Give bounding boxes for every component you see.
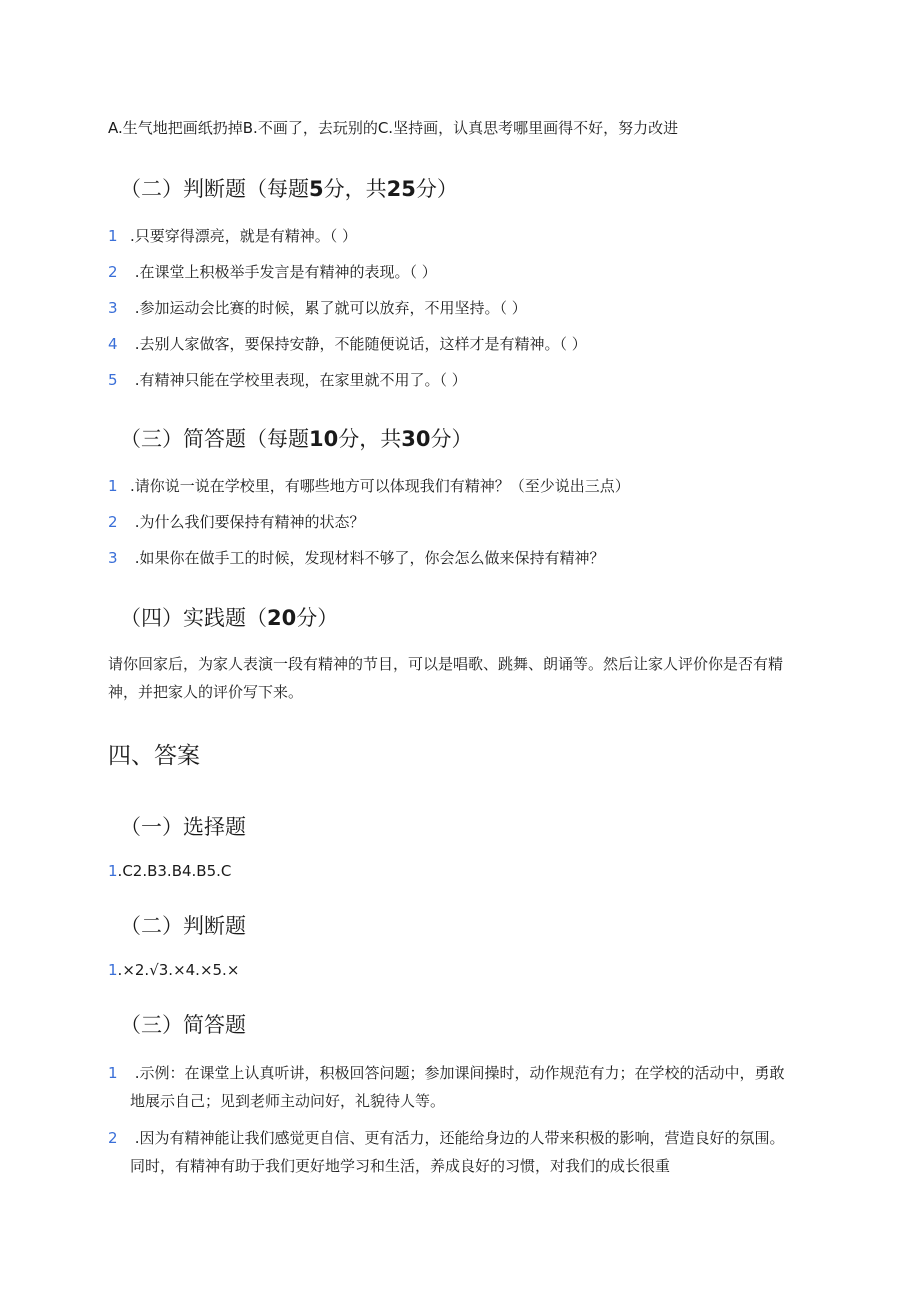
item-number: 5 [108, 371, 118, 389]
answers-choice-heading: （一）选择题 [120, 815, 246, 839]
item-number: 3 [108, 549, 118, 567]
answers-short-heading: （三）简答题 [120, 1013, 246, 1037]
item-text: .示例：在课堂上认真听讲，积极回答问题；参加课间操时，动作规范有力；在学校的活动中，勇敢 [130, 1064, 785, 1082]
item-text: .有精神只能在学校里表现，在家里就不用了。（ ） [130, 371, 467, 389]
judgment-item [108, 334, 587, 354]
item-text: .为什么我们要保持有精神的状态？ [130, 513, 365, 531]
heading-prefix: （三）简答题（每题 [120, 427, 309, 451]
heading-prefix: （四）实践题（ [120, 606, 267, 630]
item-number: 1 [108, 961, 118, 979]
answers-judgment-heading: （二）判断题 [120, 914, 246, 938]
answers-title: 四、答案 [108, 743, 200, 769]
heading-prefix: （二）判断题（每题 [120, 177, 309, 201]
judgment-item [108, 370, 467, 390]
item-number: 2 [108, 1129, 118, 1147]
item-text: .C2.B3.B4.B5.C [117, 862, 232, 880]
heading-total: 30 [401, 427, 431, 451]
item-number: 1 [108, 862, 118, 880]
item-number: 2 [108, 513, 118, 531]
section-short-answer-heading [120, 425, 472, 453]
section-practice-heading [120, 604, 338, 632]
item-number: 3 [108, 299, 118, 317]
heading-mid: 分，共 [323, 177, 387, 201]
answers-short-item [108, 1128, 785, 1148]
heading-score: 20 [267, 606, 297, 630]
judgment-item [108, 298, 527, 318]
short-answer-item [108, 476, 630, 496]
heading-total: 25 [386, 177, 416, 201]
heading-mid: 分，共 [338, 427, 402, 451]
heading-score: 5 [309, 177, 324, 201]
choice-options-line: A.生气地把画纸扔掉B.不画了，去玩别的C.坚持画，认真思考哪里画得不好，努力改进 [108, 119, 679, 137]
item-number: 1 [108, 477, 118, 495]
item-text: .请你说一说在学校里，有哪些地方可以体现我们有精神？（至少说出三点） [130, 477, 630, 495]
item-text: .只要穿得漂亮，就是有精神。（ ） [130, 227, 358, 245]
item-text: .如果你在做手工的时候，发现材料不够了，你会怎么做来保持有精神？ [130, 549, 605, 567]
practice-text-line-2: 神，并把家人的评价写下来。 [108, 683, 304, 701]
item-text: .参加运动会比赛的时候，累了就可以放弃，不用坚持。（ ） [130, 299, 527, 317]
judgment-item [108, 262, 437, 282]
item-number: 2 [108, 263, 118, 281]
answers-short-item-continued: 同时，有精神有助于我们更好地学习和生活，养成良好的习惯，对我们的成长很重 [130, 1157, 671, 1175]
item-text: .×2.√3.×4.×5.× [117, 961, 240, 979]
practice-text-line-1: 请你回家后，为家人表演一段有精神的节目，可以是唱歌、跳舞、朗诵等。然后让家人评价你是否有精 [108, 655, 784, 673]
item-text: .去别人家做客，要保持安静，不能随便说话，这样才是有精神。（ ） [130, 335, 587, 353]
answers-choice-line [108, 861, 231, 881]
item-text: .因为有精神能让我们感觉更自信、更有活力，还能给身边的人带来积极的影响，营造良好的氛围。 [130, 1129, 785, 1147]
item-text: .在课堂上积极举手发言是有精神的表现。（ ） [130, 263, 437, 281]
answers-judgment-line [108, 960, 239, 980]
section-judgment-heading [120, 175, 458, 203]
judgment-item [108, 226, 357, 246]
item-number: 1 [108, 1064, 118, 1082]
item-number: 1 [108, 227, 118, 245]
heading-score: 10 [309, 427, 339, 451]
heading-suffix: 分） [430, 427, 473, 451]
short-answer-item [108, 548, 605, 568]
heading-suffix: 分） [296, 606, 339, 630]
answers-short-item [108, 1063, 785, 1083]
heading-suffix: 分） [415, 177, 458, 201]
short-answer-item [108, 512, 365, 532]
answers-short-item-continued: 地展示自己；见到老师主动问好，礼貌待人等。 [130, 1092, 446, 1110]
item-number: 4 [108, 335, 118, 353]
